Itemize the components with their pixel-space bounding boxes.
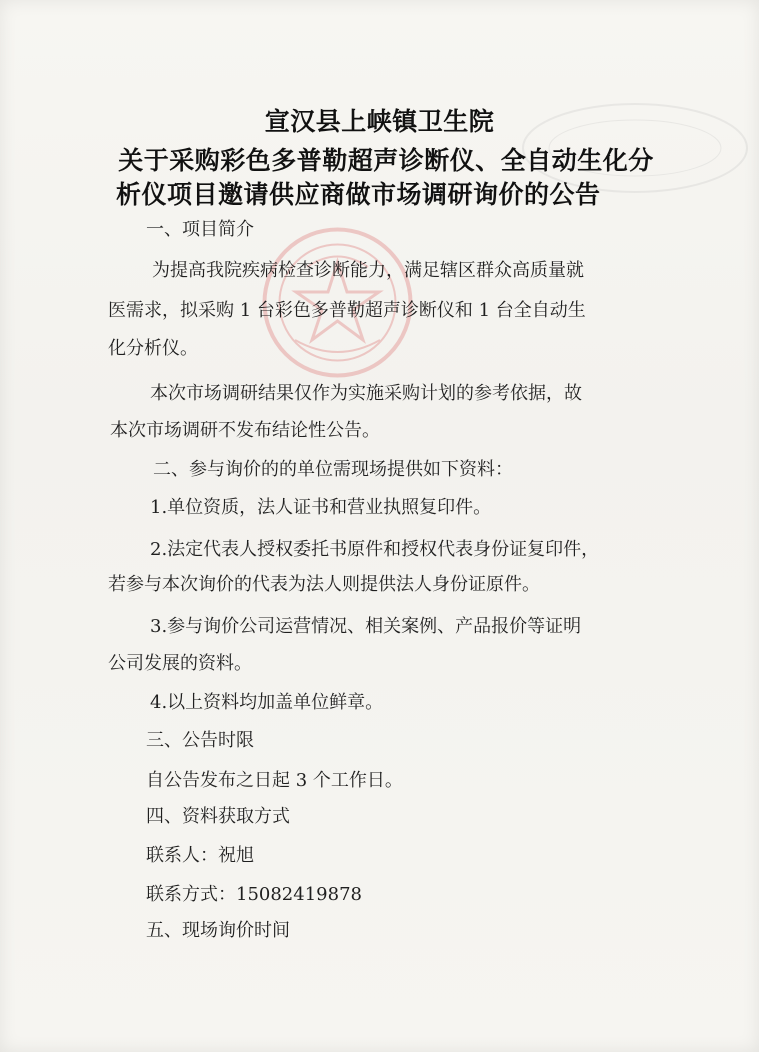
paragraph-line: 本次市场调研结果仅作为实施采购计划的参考依据，故 [150,383,582,404]
section-heading-inquiry-time: 五、现场询价时间 [146,920,290,941]
section-heading-materials: 二、参与询价的的单位需现场提供如下资料： [153,459,513,480]
list-item-continuation: 公司发展的资料。 [108,653,252,674]
list-item: 2.法定代表人授权委托书原件和授权代表身份证复印件， [150,539,600,560]
contact-person: 联系人：祝旭 [146,845,254,866]
document-title-line-2: 关于采购彩色多普勒超声诊断仪、全自动生化分 [118,146,654,175]
paragraph-line: 化分析仪。 [108,338,198,359]
document-title-hospital: 宣汉县上峡镇卫生院 [264,107,495,136]
section-heading-material-access: 四、资料获取方式 [146,806,290,827]
list-item: 3.参与询价公司运营情况、相关案例、产品报价等证明 [150,616,582,637]
document-title-line-3: 析仪项目邀请供应商做市场调研询价的公告 [116,180,601,209]
contact-method: 联系方式：15082419878 [146,884,362,905]
list-item: 4.以上资料均加盖单位鲜章。 [150,692,384,713]
section-heading-project-summary: 一、项目简介 [146,219,254,240]
paragraph-line: 本次市场调研不发布结论性公告。 [110,420,380,441]
paragraph-line: 自公告发布之日起 3 个工作日。 [146,770,403,791]
section-heading-notice-period: 三、公告时限 [146,730,254,751]
paragraph-line: 医需求，拟采购 1 台彩色多普勒超声诊断仪和 1 台全自动生 [108,300,586,321]
paragraph-line: 为提高我院疾病检查诊断能力，满足辖区群众高质量就 [152,260,584,281]
list-item: 1.单位资质，法人证书和营业执照复印件。 [150,497,492,518]
list-item-continuation: 若参与本次询价的代表为法人则提供法人身份证原件。 [108,574,540,595]
